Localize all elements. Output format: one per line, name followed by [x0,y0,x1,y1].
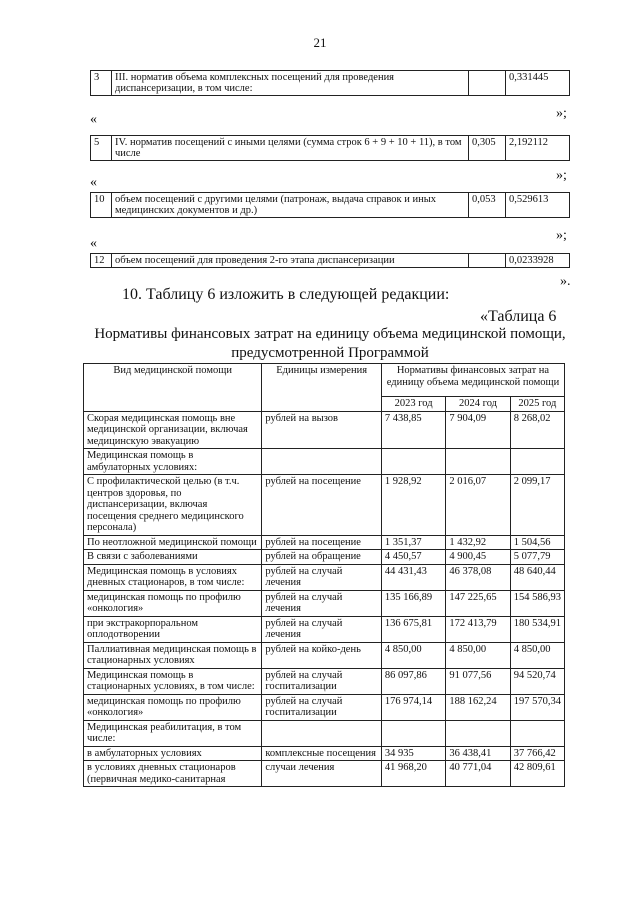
table-row [84,668,565,694]
cell-unit: рублей на обращение [262,550,382,565]
cell-value: 4 850,00 [510,642,564,668]
cell-kind: Медицинская помощь в условиях дневных стационаров, в том числе: [84,564,262,590]
cell-value [381,449,445,475]
header-year: 2024 год [446,397,510,412]
row-text: IV. норматив посещений с иными целями (сумма строк 6 + 9 + 10 + 11), в том числе [112,136,469,161]
cell-unit: рублей на случай госпитализации [262,694,382,720]
table-row [84,616,565,642]
table-row [84,550,565,565]
row-value-2: 0,0233928 [506,254,570,268]
table-row [84,746,565,761]
cell-unit: комплексные посещения [262,746,382,761]
cell-unit: рублей на случай лечения [262,564,382,590]
snippet-row-3 [90,70,570,96]
row-value-1: 0,053 [469,193,506,218]
cell-kind: в условиях дневных стационаров (первичная медико-санитарная [84,761,262,787]
cell-value: 4 850,00 [446,642,510,668]
snippet-row-5 [90,135,570,161]
row-number: 10 [91,193,112,218]
cell-unit: случаи лечения [262,761,382,787]
cell-value: 5 077,79 [510,550,564,565]
header-year: 2025 год [510,397,564,412]
cell-kind: медицинская помощь по профилю «онкология» [84,590,262,616]
cell-value: 7 904,09 [446,411,510,449]
quote-open: « [90,112,97,127]
cell-value: 197 570,34 [510,694,564,720]
row-value-2: 0,331445 [506,71,570,96]
row-text: объем посещений с другими целями (патронаж, выдача справок и иных медицинских документов и др.) [112,193,469,218]
cell-value: 180 534,91 [510,616,564,642]
cell-value: 36 438,41 [446,746,510,761]
cell-value: 188 162,24 [446,694,510,720]
cell-value: 40 771,04 [446,761,510,787]
cell-value: 42 809,61 [510,761,564,787]
cell-value: 91 077,56 [446,668,510,694]
cell-value: 1 928,92 [381,475,445,536]
header-kind: Вид медицинской помощи [84,364,262,412]
cell-unit: рублей на случай госпитализации [262,668,382,694]
table-row [84,761,565,787]
row-value-1 [469,71,506,96]
cell-value: 147 225,65 [446,590,510,616]
cell-unit: рублей на посещение [262,475,382,536]
table-row [84,590,565,616]
cell-unit: рублей на случай лечения [262,590,382,616]
cell-kind: в амбулаторных условиях [84,746,262,761]
cell-value: 1 504,56 [510,535,564,550]
cell-value [381,720,445,746]
quote-open: « [90,175,97,190]
row-number: 3 [91,71,112,96]
table-title: Нормативы финансовых затрат на единицу объема медицинской помощи, предусмотренной Программой [94,326,566,361]
cell-unit [262,449,382,475]
row-value-2: 0,529613 [506,193,570,218]
cell-value: 135 166,89 [381,590,445,616]
snippet-row-12 [90,253,570,268]
cell-kind: при экстракорпоральном оплодотворении [84,616,262,642]
row-value-1 [469,254,506,268]
cell-kind: По неотложной медицинской помощи [84,535,262,550]
table-row [84,642,565,668]
cell-unit: рублей на койко-день [262,642,382,668]
cell-value [446,720,510,746]
cell-value: 46 378,08 [446,564,510,590]
cell-value [510,449,564,475]
cell-kind: Медицинская помощь в амбулаторных условиях: [84,449,262,475]
cell-value: 4 450,57 [381,550,445,565]
cell-value: 37 766,42 [510,746,564,761]
cell-kind: медицинская помощь по профилю «онкология» [84,694,262,720]
cell-kind: С профилактической целью (в т.ч. центров здоровья, по диспансеризации, включая посещения среднего медицинского персонала) [84,475,262,536]
cell-value: 1 432,92 [446,535,510,550]
cell-kind: Медицинская помощь в стационарных условиях, в том числе: [84,668,262,694]
cell-value: 176 974,14 [381,694,445,720]
cell-value: 4 850,00 [381,642,445,668]
snippet-row-10 [90,192,570,218]
cell-kind: Медицинская реабилитация, в том числе: [84,720,262,746]
quote-open: « [90,236,97,251]
cell-value: 7 438,85 [381,411,445,449]
header-unit: Единицы измерения [262,364,382,412]
cell-value: 172 413,79 [446,616,510,642]
cell-kind: В связи с заболеваниями [84,550,262,565]
row-number: 5 [91,136,112,161]
cell-unit: рублей на посещение [262,535,382,550]
quote-close: »; [556,106,567,121]
table-row [84,694,565,720]
quote-close-final: ». [560,274,571,289]
row-text: III. норматив объема комплексных посещений для проведения диспансеризации, в том числе: [112,71,469,96]
cell-value: 44 431,43 [381,564,445,590]
cell-value [446,449,510,475]
cell-value: 48 640,44 [510,564,564,590]
cell-value: 136 675,81 [381,616,445,642]
page-number: 21 [313,35,327,50]
row-value-2: 2,192112 [506,136,570,161]
quote-close: »; [556,168,567,183]
cell-value: 34 935 [381,746,445,761]
cell-kind: Паллиативная медицинская помощь в стационарных условиях [84,642,262,668]
cell-unit [262,720,382,746]
table-label: «Таблица 6 [480,308,557,325]
cell-unit: рублей на случай лечения [262,616,382,642]
cell-value: 2 099,17 [510,475,564,536]
cell-kind: Скорая медицинская помощь вне медицинской организации, включая медицинскую эвакуацию [84,411,262,449]
table-row [84,411,565,449]
cell-value: 2 016,07 [446,475,510,536]
table-row [84,564,565,590]
cell-value [510,720,564,746]
table-row [84,535,565,550]
row-number: 12 [91,254,112,268]
cell-value: 94 520,74 [510,668,564,694]
cell-value: 154 586,93 [510,590,564,616]
cell-value: 8 268,02 [510,411,564,449]
quote-close: »; [556,228,567,243]
row-text: объем посещений для проведения 2-го этапа диспансеризации [112,254,469,268]
norms-table [83,363,565,787]
cell-value: 4 900,45 [446,550,510,565]
header-norm: Нормативы финансовых затрат на единицу объема медицинской помощи [381,364,564,397]
cell-value: 41 968,20 [381,761,445,787]
cell-unit: рублей на вызов [262,411,382,449]
header-year: 2023 год [381,397,445,412]
table-row [84,449,565,475]
table-row [84,475,565,536]
table-row [84,720,565,746]
cell-value: 1 351,37 [381,535,445,550]
cell-value: 86 097,86 [381,668,445,694]
row-value-1: 0,305 [469,136,506,161]
instruction-text: 10. Таблицу 6 изложить в следующей редакции: [122,286,450,303]
